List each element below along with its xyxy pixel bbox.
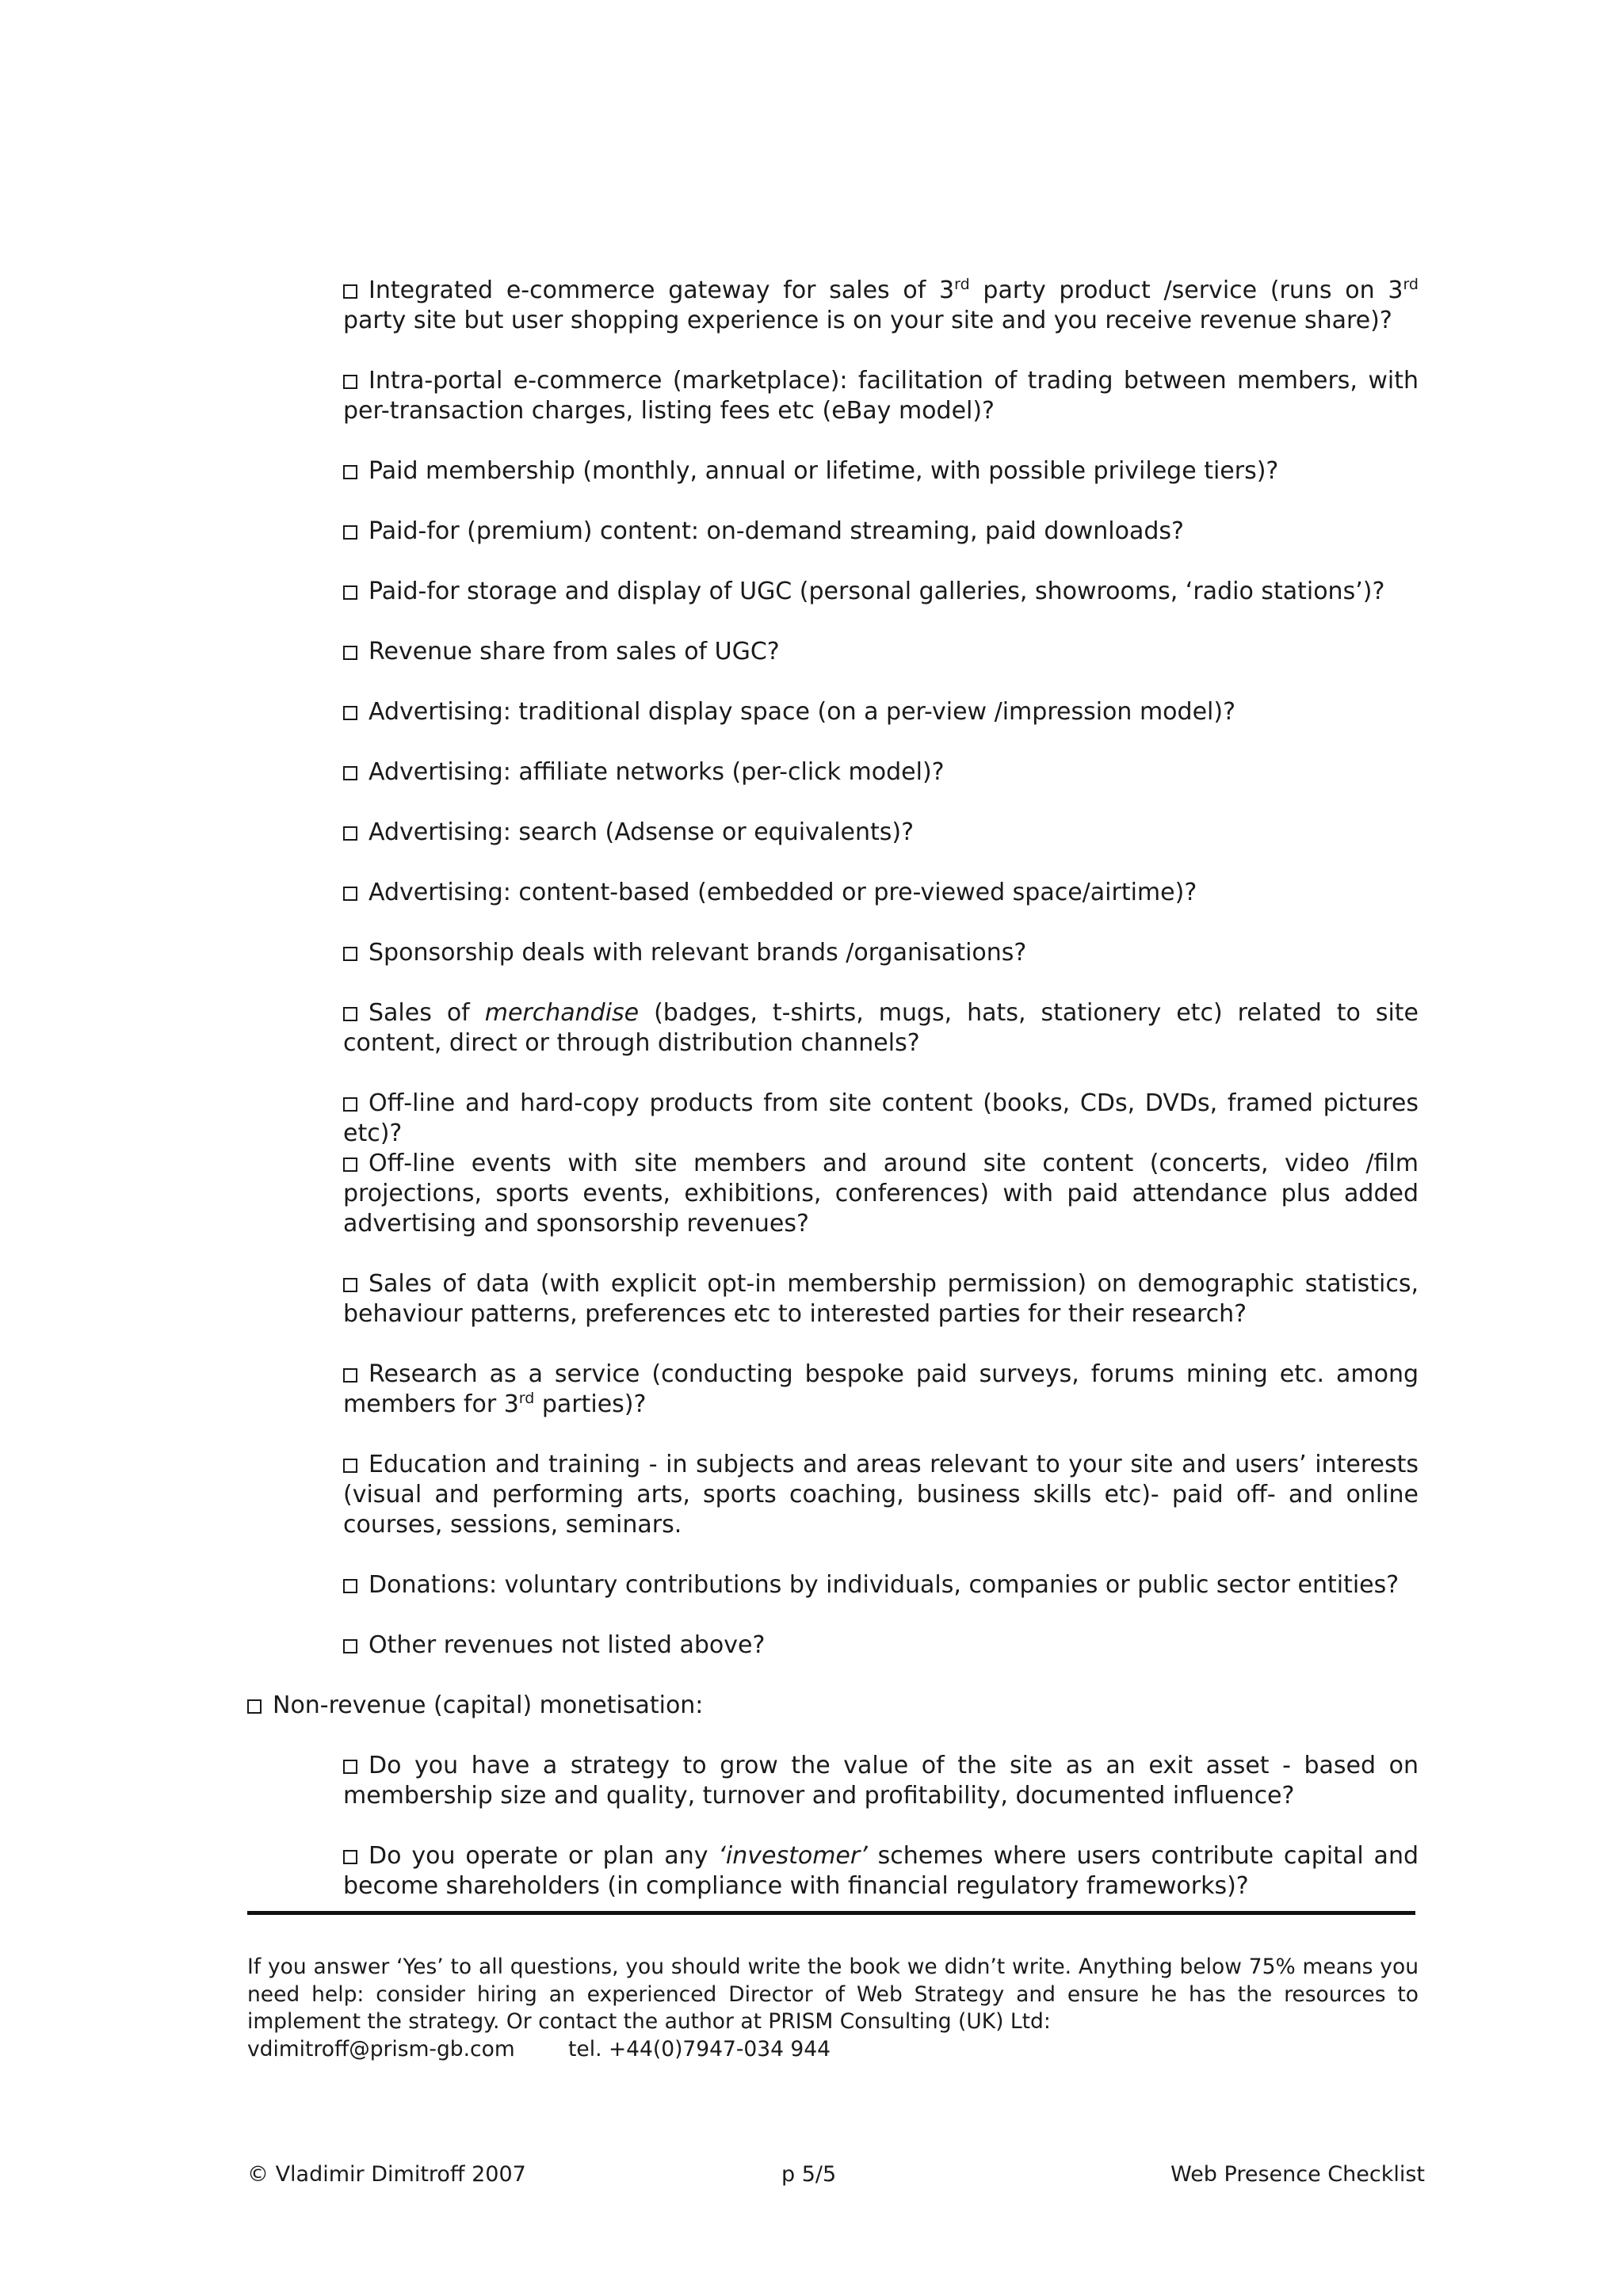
checklist-item-display-advertising: Advertising: traditional display space (on a per-view /impression model)? [343,697,1419,727]
checkbox[interactable] [343,826,357,841]
checklist-item-affiliate-advertising: Advertising: affiliate networks (per-click model)? [343,757,1419,788]
footer-copyright: © Vladimir Dimitroff 2007 [247,2162,526,2187]
checklist-item-offline-products: Off-line and hard-copy products from site content (books, CDs, DVDs, framed pictures etc)? [343,1089,1419,1147]
checkbox[interactable] [343,887,357,901]
checklist-item-education-training: Education and training - in subjects and areas relevant to your site and users’ interests (visual and performing arts, sports coaching, business skills etc)- paid off- and online courses, sessions, seminars. [343,1451,1419,1539]
checkbox[interactable] [343,1579,357,1593]
checklist-item-ecommerce-gateway: Integrated e-commerce gateway for sales of 3rd party product /service (runs on 3rd party site but user shopping experience is on your site and you receive revenue share)? [343,276,1419,334]
checklist-item-premium-content: Paid-for (premium) content: on-demand streaming, paid downloads? [343,517,1419,547]
checkbox[interactable] [343,525,357,540]
checklist-item-sales-of-data: Sales of data (with explicit opt-in membership permission) on demographic statistics, behaviour patterns, preferences etc to interested parties for their research? [343,1270,1419,1328]
checkbox[interactable] [343,766,357,780]
contact-email: vdimitroff@prism-gb.com [247,2037,515,2061]
contact-line [247,2036,831,2064]
checklist-item-sponsorship: Sponsorship deals with relevant brands /organisations? [343,938,1419,968]
checklist-item-marketplace: Intra-portal e-commerce (marketplace): facilitation of trading between members, with per-transaction charges, listing fees etc (eBay model)? [343,367,1419,425]
checkbox[interactable] [343,465,357,479]
checklist-item-exit-asset-strategy: Do you have a strategy to grow the value of the site as an exit asset - based on membership size and quality, turnover and profitability, documented influence? [343,1752,1419,1810]
footer-page-number: p 5/5 [781,2162,837,2187]
checklist-item-non-revenue-monetisation: Non-revenue (capital) monetisation: [247,1691,1419,1721]
checkbox[interactable] [343,1639,357,1653]
checkbox[interactable] [343,1278,357,1292]
checkbox[interactable] [247,1699,262,1714]
checkbox[interactable] [343,1850,357,1864]
checkbox[interactable] [343,947,357,961]
checklist-item-ugc-revenue-share: Revenue share from sales of UGC? [343,637,1419,667]
checkbox[interactable] [343,1158,357,1172]
checklist-item-search-advertising: Advertising: search (Adsense or equivalents)? [343,818,1419,848]
checklist-item-ugc-storage: Paid-for storage and display of UGC (personal galleries, showrooms, ‘radio stations’)? [343,577,1419,607]
checkbox[interactable] [343,375,357,389]
checklist-item-donations: Donations: voluntary contributions by individuals, companies or public sector entities? [343,1570,1419,1600]
checkbox[interactable] [343,706,357,720]
section-divider [247,1911,1415,1915]
checkbox[interactable] [343,284,357,299]
checklist-item-research-service: Research as a service (conducting bespoke paid surveys, forums mining etc. among members for 3rd parties)? [343,1360,1419,1418]
contact-phone: tel. +44(0)7947-034 944 [568,2037,831,2061]
checkbox[interactable] [343,585,357,600]
checklist-item-other-revenues: Other revenues not listed above? [343,1630,1419,1661]
checkbox[interactable] [343,1097,357,1112]
checklist-item-offline-events: Off-line events with site members and around site content (concerts, video /film projections, sports events, exhibitions, conferences) with paid attendance plus added advertising and sponsorship revenues? [343,1150,1419,1238]
checkbox[interactable] [343,1007,357,1021]
checklist-item-investomer-schemes: Do you operate or plan any ‘investomer’ schemes where users contribute capital and become shareholders (in compliance with financial regulatory frameworks)? [343,1842,1419,1900]
footer-document-title: Web Presence Checklist [1170,2162,1425,2187]
footnote-text: If you answer ‘Yes’ to all questions, you should write the book we didn’t write. Anything below 75% means you need help: consider hiring an experienced Director of Web Strategy and ensure he has the resources to implement the strategy. Or contact the author at PRISM Consulting (UK) Ltd: [247,1955,1419,2034]
checkbox[interactable] [343,646,357,660]
checkbox[interactable] [343,1459,357,1473]
checkbox[interactable] [343,1760,357,1774]
checklist-item-merchandise: Sales of merchandise (badges, t-shirts, mugs, hats, stationery etc) related to site content, direct or through distribution channels? [343,999,1419,1057]
checkbox[interactable] [343,1368,357,1383]
checklist-item-paid-membership: Paid membership (monthly, annual or lifetime, with possible privilege tiers)? [343,456,1419,486]
checklist-item-content-advertising: Advertising: content-based (embedded or pre-viewed space/airtime)? [343,878,1419,908]
